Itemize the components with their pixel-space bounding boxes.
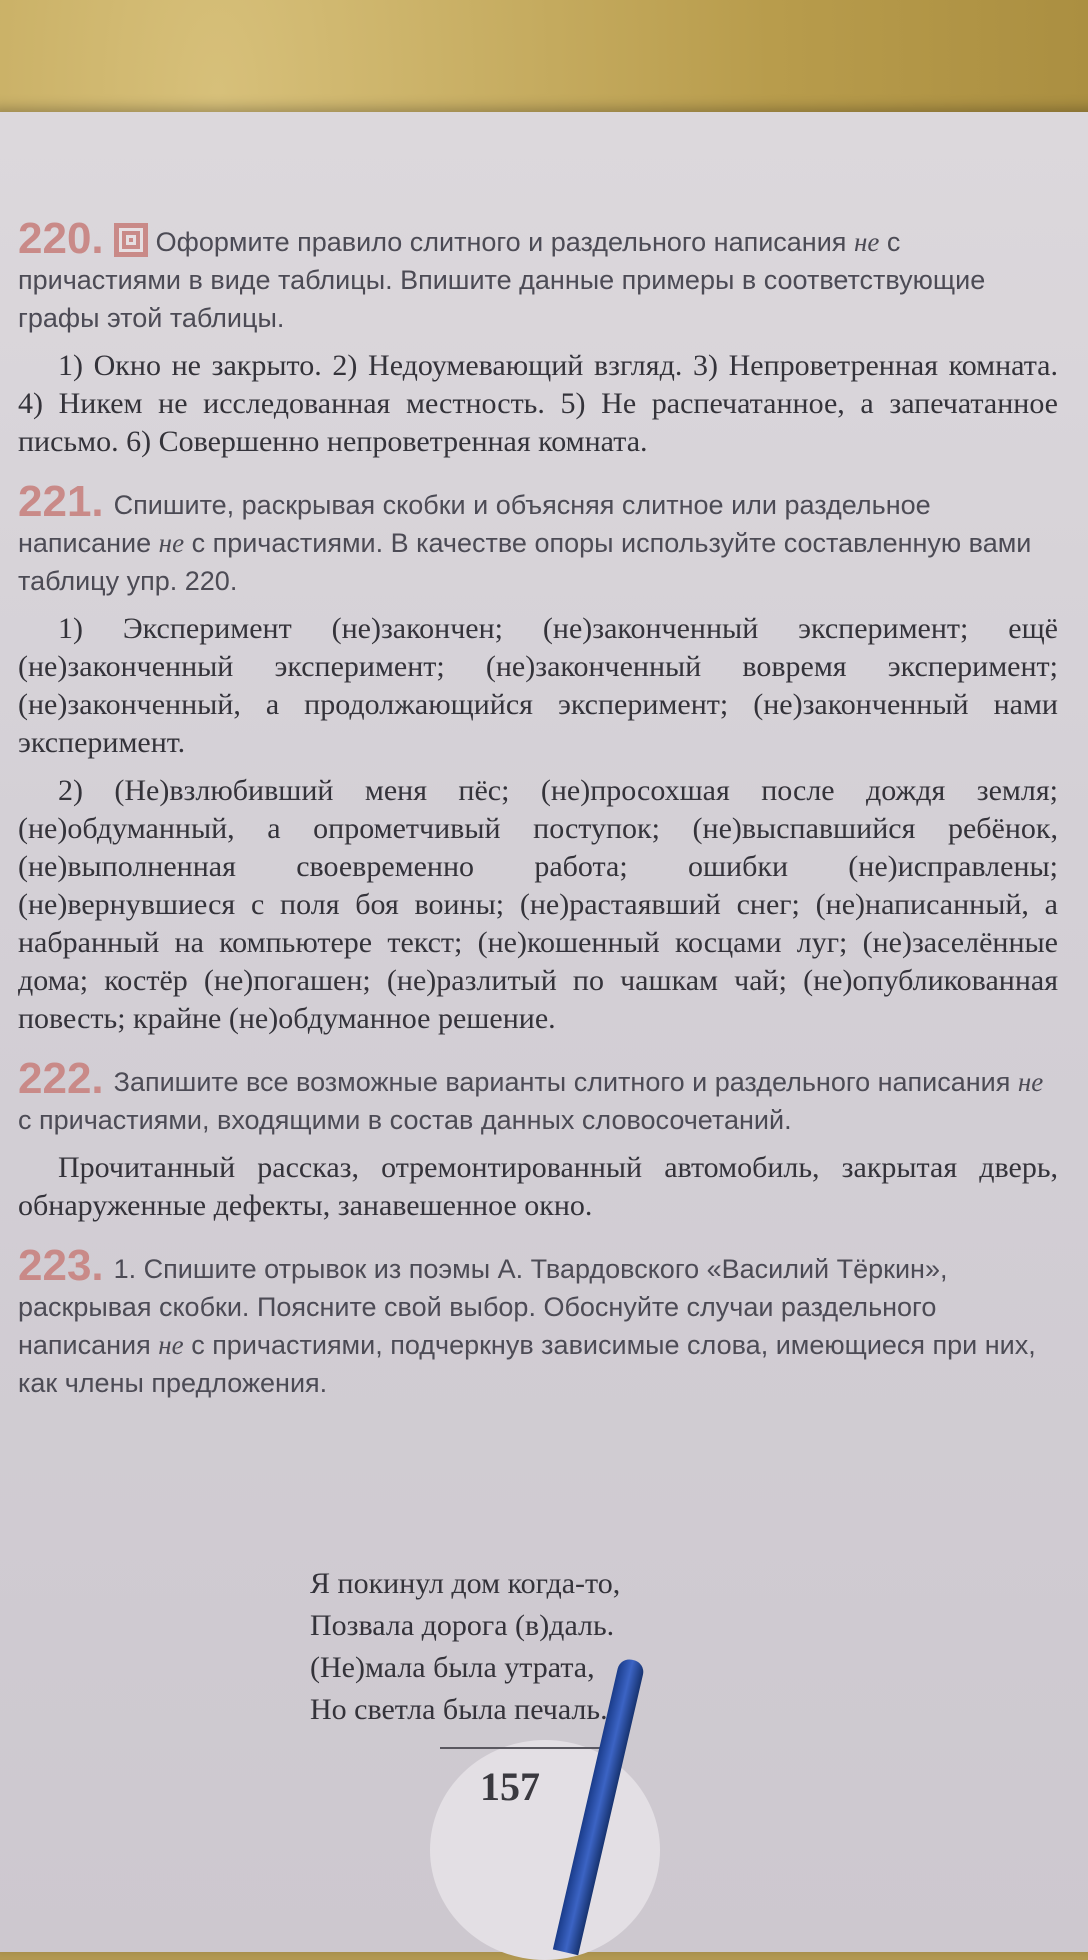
page-number-rule: [440, 1747, 610, 1749]
poem-excerpt: [310, 1563, 620, 1731]
ne-particle: не: [853, 227, 880, 257]
exercise-number: 220.: [18, 214, 104, 263]
poem-line: Но светла была печаль.: [310, 1693, 608, 1726]
exercise-221: [18, 477, 1058, 1038]
poem-line: Позвала дорога (в)даль.: [310, 1609, 615, 1642]
exercise-222: [18, 1054, 1058, 1225]
exercise-222-instruction: 222. Запишите все возможные варианты слитного и раздельного написания не с причастиями, входящими в состав данных словосочетаний.: [18, 1054, 1044, 1135]
exercise-220-examples: 1) Окно не закрыто. 2) Недоумевающий взгляд. 3) Непроветренная комната. 4) Никем не исследованная местность. 5) Не распечатанное, а запечатанное письмо. 6) Совершенно непроветренная комната.: [18, 349, 1058, 458]
exercise-number: 223.: [18, 1241, 104, 1290]
poem-line: (Не)мала была утрата,: [310, 1651, 595, 1684]
exercise-221-part-1: 1) Эксперимент (не)закончен; (не)законченный эксперимент; ещё (не)законченный эксперимент; (не)законченный вовремя эксперимент; (не)законченный, а продолжающийся эксперимент; (не)законченный нами эксперимент.: [18, 612, 1058, 759]
spiral-icon: [114, 223, 148, 257]
poem-line: Я покинул дом когда-то,: [310, 1567, 621, 1600]
ne-particle: не: [1017, 1067, 1044, 1097]
exercise-number: 221.: [18, 477, 104, 526]
page-number: 157: [480, 1764, 540, 1809]
ne-particle: не: [158, 1330, 184, 1360]
exercise-number: 222.: [18, 1054, 104, 1103]
exercise-221-instruction: 221. Спишите, раскрывая скобки и объясняя слитное или раздельное написание не с причастиями. В качестве опоры используйте составленную вами таблицу упр. 220.: [18, 477, 1032, 596]
exercise-223-instruction: 223. 1. Спишите отрывок из поэмы А. Твардовского «Василий Тёркин», раскрывая скобки. Поясните свой выбор. Обоснуйте случаи раздельного написания не с причастиями, подчеркнув зависимые слова, имеющиеся при них, как члены предложения.: [18, 1241, 1036, 1398]
exercise-223: [18, 1241, 1058, 1402]
page-content: [18, 214, 1058, 1424]
exercise-222-phrases: Прочитанный рассказ, отремонтированный автомобиль, закрытая дверь, обнаруженные дефекты, занавешенное окно.: [18, 1151, 1058, 1222]
exercise-220: [18, 214, 1058, 461]
exercise-221-part-2: 2) (Не)взлюбивший меня пёс; (не)просохшая после дождя земля; (не)обдуманный, а опрометчивый поступок; (не)выспавшийся ребёнок, (не)выполненная своевременно работа; ошибки (не)исправлены; (не)вернувшиеся с поля боя воины; (не)растаявший снег; (не)написанный, а набранный на компьютере текст; (не)кошенный косцами луг; (не)заселённые дома; костёр (не)погашен; (не)разлитый по чашкам чай; (не)опубликованная повесть; крайне (не)обдуманное решение.: [18, 774, 1058, 1035]
ne-particle: не: [158, 528, 185, 558]
page-number-badge: [430, 1740, 660, 1960]
exercise-220-instruction: 220. Оформите правило слитного и раздельного написания не с причастиями в виде таблицы. Впишите данные примеры в соответствующие графы этой таблицы.: [18, 214, 986, 333]
